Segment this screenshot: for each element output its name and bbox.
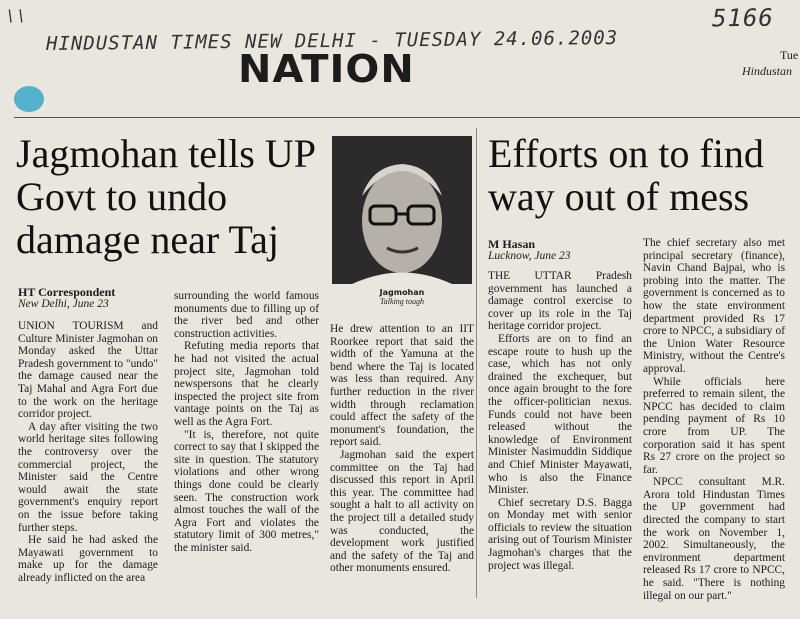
paragraph: Chief secretary D.S. Bagga on Monday met with senior officials to review the situation arising out of Tourism Minister Jagmohan's charges that the project was illegal. <box>488 496 632 572</box>
paragraph: The chief secretary also met principal secretary (finance), Navin Chand Bajpai, who is probing into the matter. The government is concerned as to how the state environment department provided Rs 17 crore to NPCC, a subsidiary of the Union Water Resource Ministry, without the Centre's approval. <box>643 237 785 375</box>
file-number: 5166 <box>711 3 774 33</box>
story2-dateline: Lucknow, June 23 <box>488 250 571 262</box>
portrait-image <box>332 136 472 284</box>
story2-column-1 <box>488 270 632 572</box>
edge-text-day: Tue <box>780 48 799 62</box>
section-title: NATION <box>238 47 415 91</box>
paragraph: UNION TOURISM and Culture Minister Jagmohan on Monday asked the Uttar Pradesh government to "undo" the damage caused near the Taj Mahal and Agra Fort due to the work on the heritage corridor project. <box>18 320 158 421</box>
story1-headline: Jagmohan tells UP Govt to undo damage near Taj <box>16 131 315 262</box>
top-rule <box>14 117 800 118</box>
corner-mark: \\ <box>5 5 28 26</box>
caption-name: Jagmohan <box>379 288 425 297</box>
paragraph: He drew attention to an IIT Roorkee report that said the width of the Yamuna at the bend where the Taj is located was less than required. Any further reduction in the river width through reclamation could affect the safety of the monument's foundation, the report said. <box>330 323 474 449</box>
photo-caption <box>332 288 472 306</box>
handwritten-header: HINDUSTAN TIMES NEW DELHI - TUESDAY 24.06.2003 <box>45 27 619 55</box>
story2-headline: Efforts on to find way out of mess <box>488 131 764 219</box>
story1-byline: HT Correspondent <box>18 285 116 299</box>
blue-sticker-dot <box>14 86 44 112</box>
paragraph: Refuting media reports that he had not visited the actual project site, Jagmohan told newspersons that he clearly inspected the project site from vantage points on the Taj as well as the Agra Fort. <box>174 340 319 428</box>
story1-column-1 <box>18 320 158 584</box>
paragraph: "It is, therefore, not quite correct to say that I skipped the site in question. The statutory violations and other wrong things done could be clearly seen. The construction work almost touches the wall of the Agra Fort and violates the statutory limit of 300 metres," the minister said. <box>174 428 319 554</box>
story1-column-2 <box>174 290 319 554</box>
story2-byline: M Hasan <box>488 237 536 251</box>
paragraph: Jagmohan said the expert committee on the Taj had discussed this report in April this year. The committee had sought a halt to all activity on the project till a detailed study was conducted, the development work justified and the safety of the Taj and other monuments ensured. <box>330 448 474 575</box>
jagmohan-photo <box>332 136 472 284</box>
paragraph: surrounding the world famous monuments due to filling up of the river bed and other construction activities. <box>174 290 319 340</box>
paragraph: THE UTTAR Pradesh government has launched a damage control exercise to cover up its role in the Taj heritage corridor project. <box>488 270 632 333</box>
story-divider <box>476 128 477 598</box>
story2-column-2 <box>643 237 785 602</box>
story1-column-3 <box>330 323 474 575</box>
paragraph: Efforts are on to find an escape route to hush up the case, which has not only drained the exchequer, but once again brought to the fore the officer-politician nexus. Funds could not have been released without the knowledge of Environment Minister Nasimuddin Siddique and Chief Minister Mayawati, who is also the Finance Minister. <box>488 332 632 497</box>
edge-text-paper: Hindustan <box>742 64 793 78</box>
caption-sub: Talking tough <box>380 297 424 306</box>
paragraph: While officials here preferred to remain silent, the NPCC has decided to claim pending payment of Rs 10 crore from UP. The corporation said it has spent Rs 27 crore on the project so far. <box>643 375 785 476</box>
paragraph: NPCC consultant M.R. Arora told Hindustan Times the UP government had directed the company to start the work on November 1, 2002. Simultaneously, the environment department released Rs 17 crore to NPCC, he said. "There is nothing illegal on our part." <box>643 476 785 602</box>
story1-dateline: New Delhi, June 23 <box>18 298 109 310</box>
paragraph: He said he had asked the Mayawati government to make up for the damage already inflicted on the area <box>18 534 158 584</box>
paragraph: A day after visiting the two world heritage sites following the controversy over the commercial project, the Minister said the Centre would await the state government's enquiry report on the issue before taking further steps. <box>18 420 158 534</box>
